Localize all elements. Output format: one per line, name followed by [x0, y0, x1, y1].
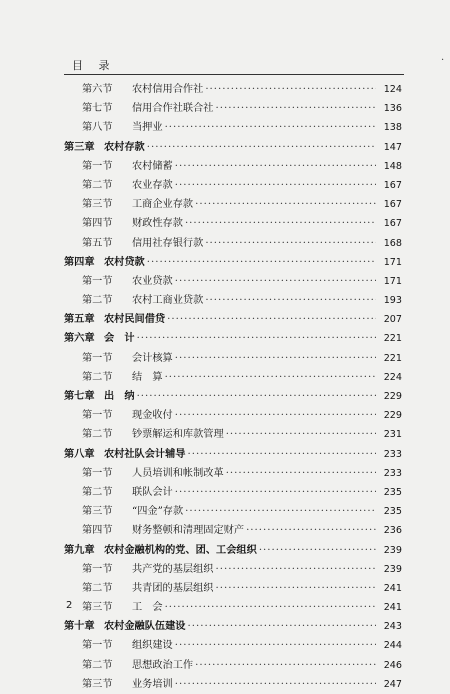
- entry-number: 第三节: [82, 506, 113, 518]
- toc-section-entry: [64, 675, 402, 694]
- entry-title: 农村金融队伍建设: [104, 620, 186, 633]
- entry-page-number: 138: [383, 122, 402, 134]
- entry-title: 当押业: [132, 122, 163, 134]
- entry-page-number: 231: [383, 429, 402, 441]
- entry-title: 农业贷款: [132, 275, 173, 287]
- toc-section-entry: [64, 272, 402, 291]
- entry-page-number: 167: [383, 199, 402, 211]
- entry-number: 第七章: [64, 390, 95, 402]
- entry-page-number: 221: [383, 352, 402, 364]
- entry-title: 农村工商业贷款: [132, 295, 204, 307]
- toc-chapter-entry: [64, 617, 402, 636]
- entry-number: 第六章: [64, 332, 95, 345]
- entry-page-number: 168: [383, 237, 402, 249]
- toc-section-entry: [64, 368, 402, 387]
- entry-page-number: 171: [383, 256, 402, 268]
- entry-title: 农业存款: [132, 179, 173, 191]
- toc-section-entry: [64, 291, 402, 310]
- dot-leader: [165, 118, 376, 137]
- entry-page-number: 235: [383, 486, 402, 498]
- dot-leader: [195, 195, 376, 214]
- entry-page-number: 239: [383, 563, 402, 575]
- entry-page-number: 124: [383, 84, 402, 95]
- entry-title: 农村社队会计辅导: [104, 447, 186, 460]
- toc-section-entry: [64, 118, 402, 137]
- entry-title: 共产党的基层组织: [132, 563, 214, 575]
- dot-leader: [185, 214, 376, 233]
- dot-leader: [216, 560, 377, 579]
- entry-number: 第十章: [64, 620, 95, 633]
- entry-page-number: 148: [383, 160, 402, 172]
- entry-number: 第一节: [82, 640, 113, 652]
- dot-leader: [195, 656, 376, 675]
- entry-number: 第一节: [82, 352, 113, 364]
- entry-title: 共青团的基层组织: [132, 582, 214, 594]
- entry-title: 农村民间借贷: [104, 313, 166, 326]
- entry-title: 业务培训: [132, 678, 173, 690]
- entry-number: 第五节: [82, 237, 113, 249]
- toc-section-entry: [64, 483, 402, 502]
- entry-title: 工商企业存款: [132, 199, 194, 211]
- entry-page-number: 207: [383, 314, 402, 326]
- dot-leader: [175, 406, 376, 425]
- dot-leader: [175, 272, 376, 291]
- entry-page-number: 224: [383, 371, 402, 383]
- toc-chapter-entry: [64, 138, 402, 157]
- entry-page-number: 235: [383, 506, 402, 518]
- entry-number: 第一节: [82, 160, 113, 172]
- entry-title: 信用社存银行款: [132, 237, 204, 249]
- entry-number: 第二节: [82, 429, 113, 441]
- entry-page-number: 233: [383, 467, 402, 479]
- entry-number: 第二节: [82, 179, 113, 191]
- toc-chapter-entry: [64, 541, 402, 560]
- toc-section-entry: [64, 406, 402, 425]
- entry-title: 工 会: [132, 602, 163, 614]
- entry-page-number: 246: [383, 659, 402, 671]
- entry-title: 农村金融机构的党、团、工会组织: [104, 543, 257, 556]
- toc-section-entry: [64, 579, 402, 598]
- entry-number: 第八章: [64, 447, 95, 460]
- toc-section-entry: [64, 636, 402, 655]
- dot-leader: [205, 80, 376, 99]
- toc-chapter-entry: [64, 445, 402, 464]
- entry-number: 第五章: [64, 313, 95, 326]
- entry-title: “四金”存款: [132, 506, 184, 518]
- dot-leader: [175, 675, 376, 694]
- toc-section-entry: [64, 195, 402, 214]
- toc-section-entry: [64, 99, 402, 118]
- entry-page-number: 241: [383, 602, 402, 614]
- dot-leader: [167, 310, 376, 329]
- toc-section-entry: [64, 157, 402, 176]
- entry-page-number: 243: [383, 621, 402, 633]
- entry-number: 第三节: [82, 678, 113, 690]
- dot-leader: [259, 541, 376, 560]
- entry-page-number: 239: [383, 544, 402, 556]
- toc-chapter-entry: [64, 310, 402, 329]
- entry-number: 第四节: [82, 218, 113, 230]
- entry-title: 农村贷款: [104, 255, 145, 268]
- entry-number: 第九章: [64, 543, 95, 556]
- dot-leader: [165, 598, 376, 617]
- toc-section-entry: [64, 560, 402, 579]
- entry-number: 第二节: [82, 582, 113, 594]
- entry-title: 现金收付: [132, 410, 173, 422]
- entry-number: 第二节: [82, 659, 113, 671]
- entry-number: 第一节: [82, 563, 113, 575]
- dot-leader: [226, 464, 376, 483]
- dot-leader: [137, 387, 376, 406]
- entry-page-number: 229: [383, 391, 402, 402]
- entry-title: 财务整顿和清理固定财产: [132, 525, 245, 537]
- entry-number: 第八节: [82, 122, 113, 134]
- entry-page-number: 244: [383, 640, 402, 652]
- toc-section-entry: [64, 502, 402, 521]
- entry-title: 会 计: [104, 332, 135, 345]
- dot-leader: [226, 425, 376, 444]
- entry-title: 思想政治工作: [132, 659, 194, 671]
- toc-section-entry: [64, 234, 402, 253]
- dot-leader: [175, 483, 376, 502]
- toc-chapter-entry: [64, 387, 402, 406]
- toc-section-entry: [64, 176, 402, 195]
- dot-leader: [205, 234, 376, 253]
- entry-title: 信用合作社联合社: [132, 103, 214, 115]
- entry-title: 联队会计: [132, 486, 173, 498]
- dot-leader: [175, 636, 376, 655]
- entry-number: 第二节: [82, 486, 113, 498]
- entry-number: 第四节: [82, 525, 113, 537]
- dot-leader: [147, 138, 376, 157]
- entry-page-number: 233: [383, 448, 402, 460]
- dot-leader: [147, 253, 376, 272]
- entry-title: 钞票解运和库款管理: [132, 429, 224, 441]
- page-number: 2: [66, 600, 73, 611]
- entry-page-number: 136: [383, 103, 402, 115]
- entry-title: 出 纳: [104, 390, 135, 402]
- entry-page-number: 229: [383, 410, 402, 422]
- dot-leader: [216, 99, 377, 118]
- entry-number: 第一节: [82, 275, 113, 287]
- toc-section-entry: [64, 80, 402, 99]
- dot-leader: [175, 157, 376, 176]
- entry-title: 财政性存款: [132, 218, 183, 230]
- dot-leader: [165, 368, 376, 387]
- toc-chapter-entry: [64, 253, 402, 272]
- toc-section-entry: [64, 214, 402, 233]
- entry-page-number: 221: [383, 333, 402, 345]
- entry-title: 组织建设: [132, 640, 173, 652]
- toc-section-entry: [64, 349, 402, 368]
- entry-number: 第一节: [82, 467, 113, 479]
- entry-page-number: 171: [383, 275, 402, 287]
- dot-leader: [246, 521, 376, 540]
- entry-page-number: 247: [383, 678, 402, 690]
- entry-page-number: 241: [383, 582, 402, 594]
- entry-page-number: 167: [383, 179, 402, 191]
- entry-number: 第六节: [82, 84, 113, 95]
- dot-leader: [216, 579, 377, 598]
- page-header: 目 录: [72, 59, 116, 72]
- toc-chapter-entry: [64, 329, 402, 348]
- entry-title: 会计核算: [132, 352, 173, 364]
- dot-leader: [188, 617, 377, 636]
- entry-page-number: 193: [383, 295, 402, 307]
- entry-number: 第二节: [82, 371, 113, 383]
- entry-number: 第四章: [64, 255, 95, 268]
- entry-number: 第三章: [64, 140, 95, 153]
- entry-title: 人员培训和帐制改革: [132, 467, 224, 479]
- dot-leader: [137, 329, 376, 348]
- entry-number: 第七节: [82, 103, 113, 115]
- dot-leader: [175, 176, 376, 195]
- entry-page-number: 147: [383, 141, 402, 153]
- entry-page-number: 236: [383, 525, 402, 537]
- corner-mark: ·: [441, 55, 445, 66]
- entry-number: 第一节: [82, 410, 113, 422]
- toc-section-entry: [64, 598, 402, 617]
- entry-number: 第三节: [82, 602, 113, 614]
- toc-section-entry: [64, 521, 402, 540]
- dot-leader: [188, 445, 377, 464]
- entry-number: 第三节: [82, 199, 113, 211]
- entry-page-number: 167: [383, 218, 402, 230]
- toc-section-entry: [64, 464, 402, 483]
- dot-leader: [175, 349, 376, 368]
- entry-title: 结 算: [132, 371, 163, 383]
- dot-leader: [185, 502, 376, 521]
- dot-leader: [205, 291, 376, 310]
- table-of-contents: [64, 80, 402, 694]
- entry-title: 农村储蓄: [132, 160, 173, 172]
- header-rule: [64, 74, 404, 75]
- entry-title: 农村存款: [104, 140, 145, 153]
- toc-section-entry: [64, 425, 402, 444]
- entry-title: 农村信用合作社: [132, 84, 204, 95]
- entry-number: 第二节: [82, 295, 113, 307]
- toc-section-entry: [64, 656, 402, 675]
